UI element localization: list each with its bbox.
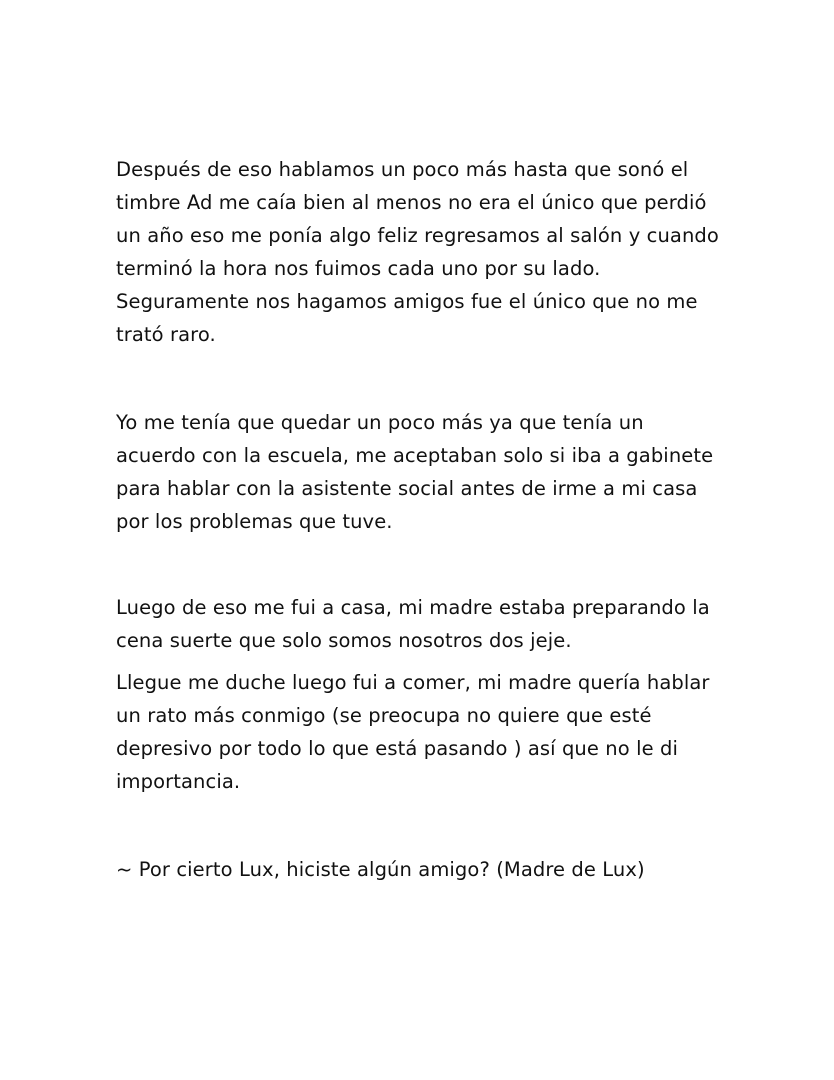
paragraph-line: terminó la hora nos fuimos cada uno por su lado.	[116, 257, 601, 280]
paragraph-line: un rato más conmigo (se preocupa no quiere que esté	[116, 704, 652, 727]
paragraph-line: un año eso me ponía algo feliz regresamos al salón y cuando	[116, 224, 719, 247]
paragraph-line: timbre Ad me caía bien al menos no era el único que perdió	[116, 191, 707, 214]
paragraph-1	[116, 153, 746, 351]
paragraph-line: para hablar con la asistente social antes de irme a mi casa	[116, 477, 698, 500]
paragraph-5-dialogue	[116, 853, 746, 886]
paragraph-line: ~ Por cierto Lux, hiciste algún amigo? (Madre de Lux)	[116, 858, 645, 881]
paragraph-2	[116, 406, 746, 538]
paragraph-line: trató raro.	[116, 323, 216, 346]
paragraph-line: Luego de eso me fui a casa, mi madre estaba preparando la	[116, 596, 710, 619]
paragraph-line: acuerdo con la escuela, me aceptaban solo si iba a gabinete	[116, 444, 714, 467]
paragraph-line: por los problemas que tuve.	[116, 510, 393, 533]
paragraph-line: depresivo por todo lo que está pasando ) así que no le di	[116, 737, 678, 760]
paragraph-line: Después de eso hablamos un poco más hasta que sonó el	[116, 158, 689, 181]
paragraph-line: Seguramente nos hagamos amigos fue el único que no me	[116, 290, 698, 313]
paragraph-3	[116, 591, 746, 657]
paragraph-line: Yo me tenía que quedar un poco más ya que tenía un	[116, 411, 644, 434]
paragraph-line: cena suerte que solo somos nosotros dos jeje.	[116, 629, 572, 652]
paragraph-4	[116, 666, 746, 798]
paragraph-line: Llegue me duche luego fui a comer, mi madre quería hablar	[116, 671, 710, 694]
paragraph-line: importancia.	[116, 770, 241, 793]
